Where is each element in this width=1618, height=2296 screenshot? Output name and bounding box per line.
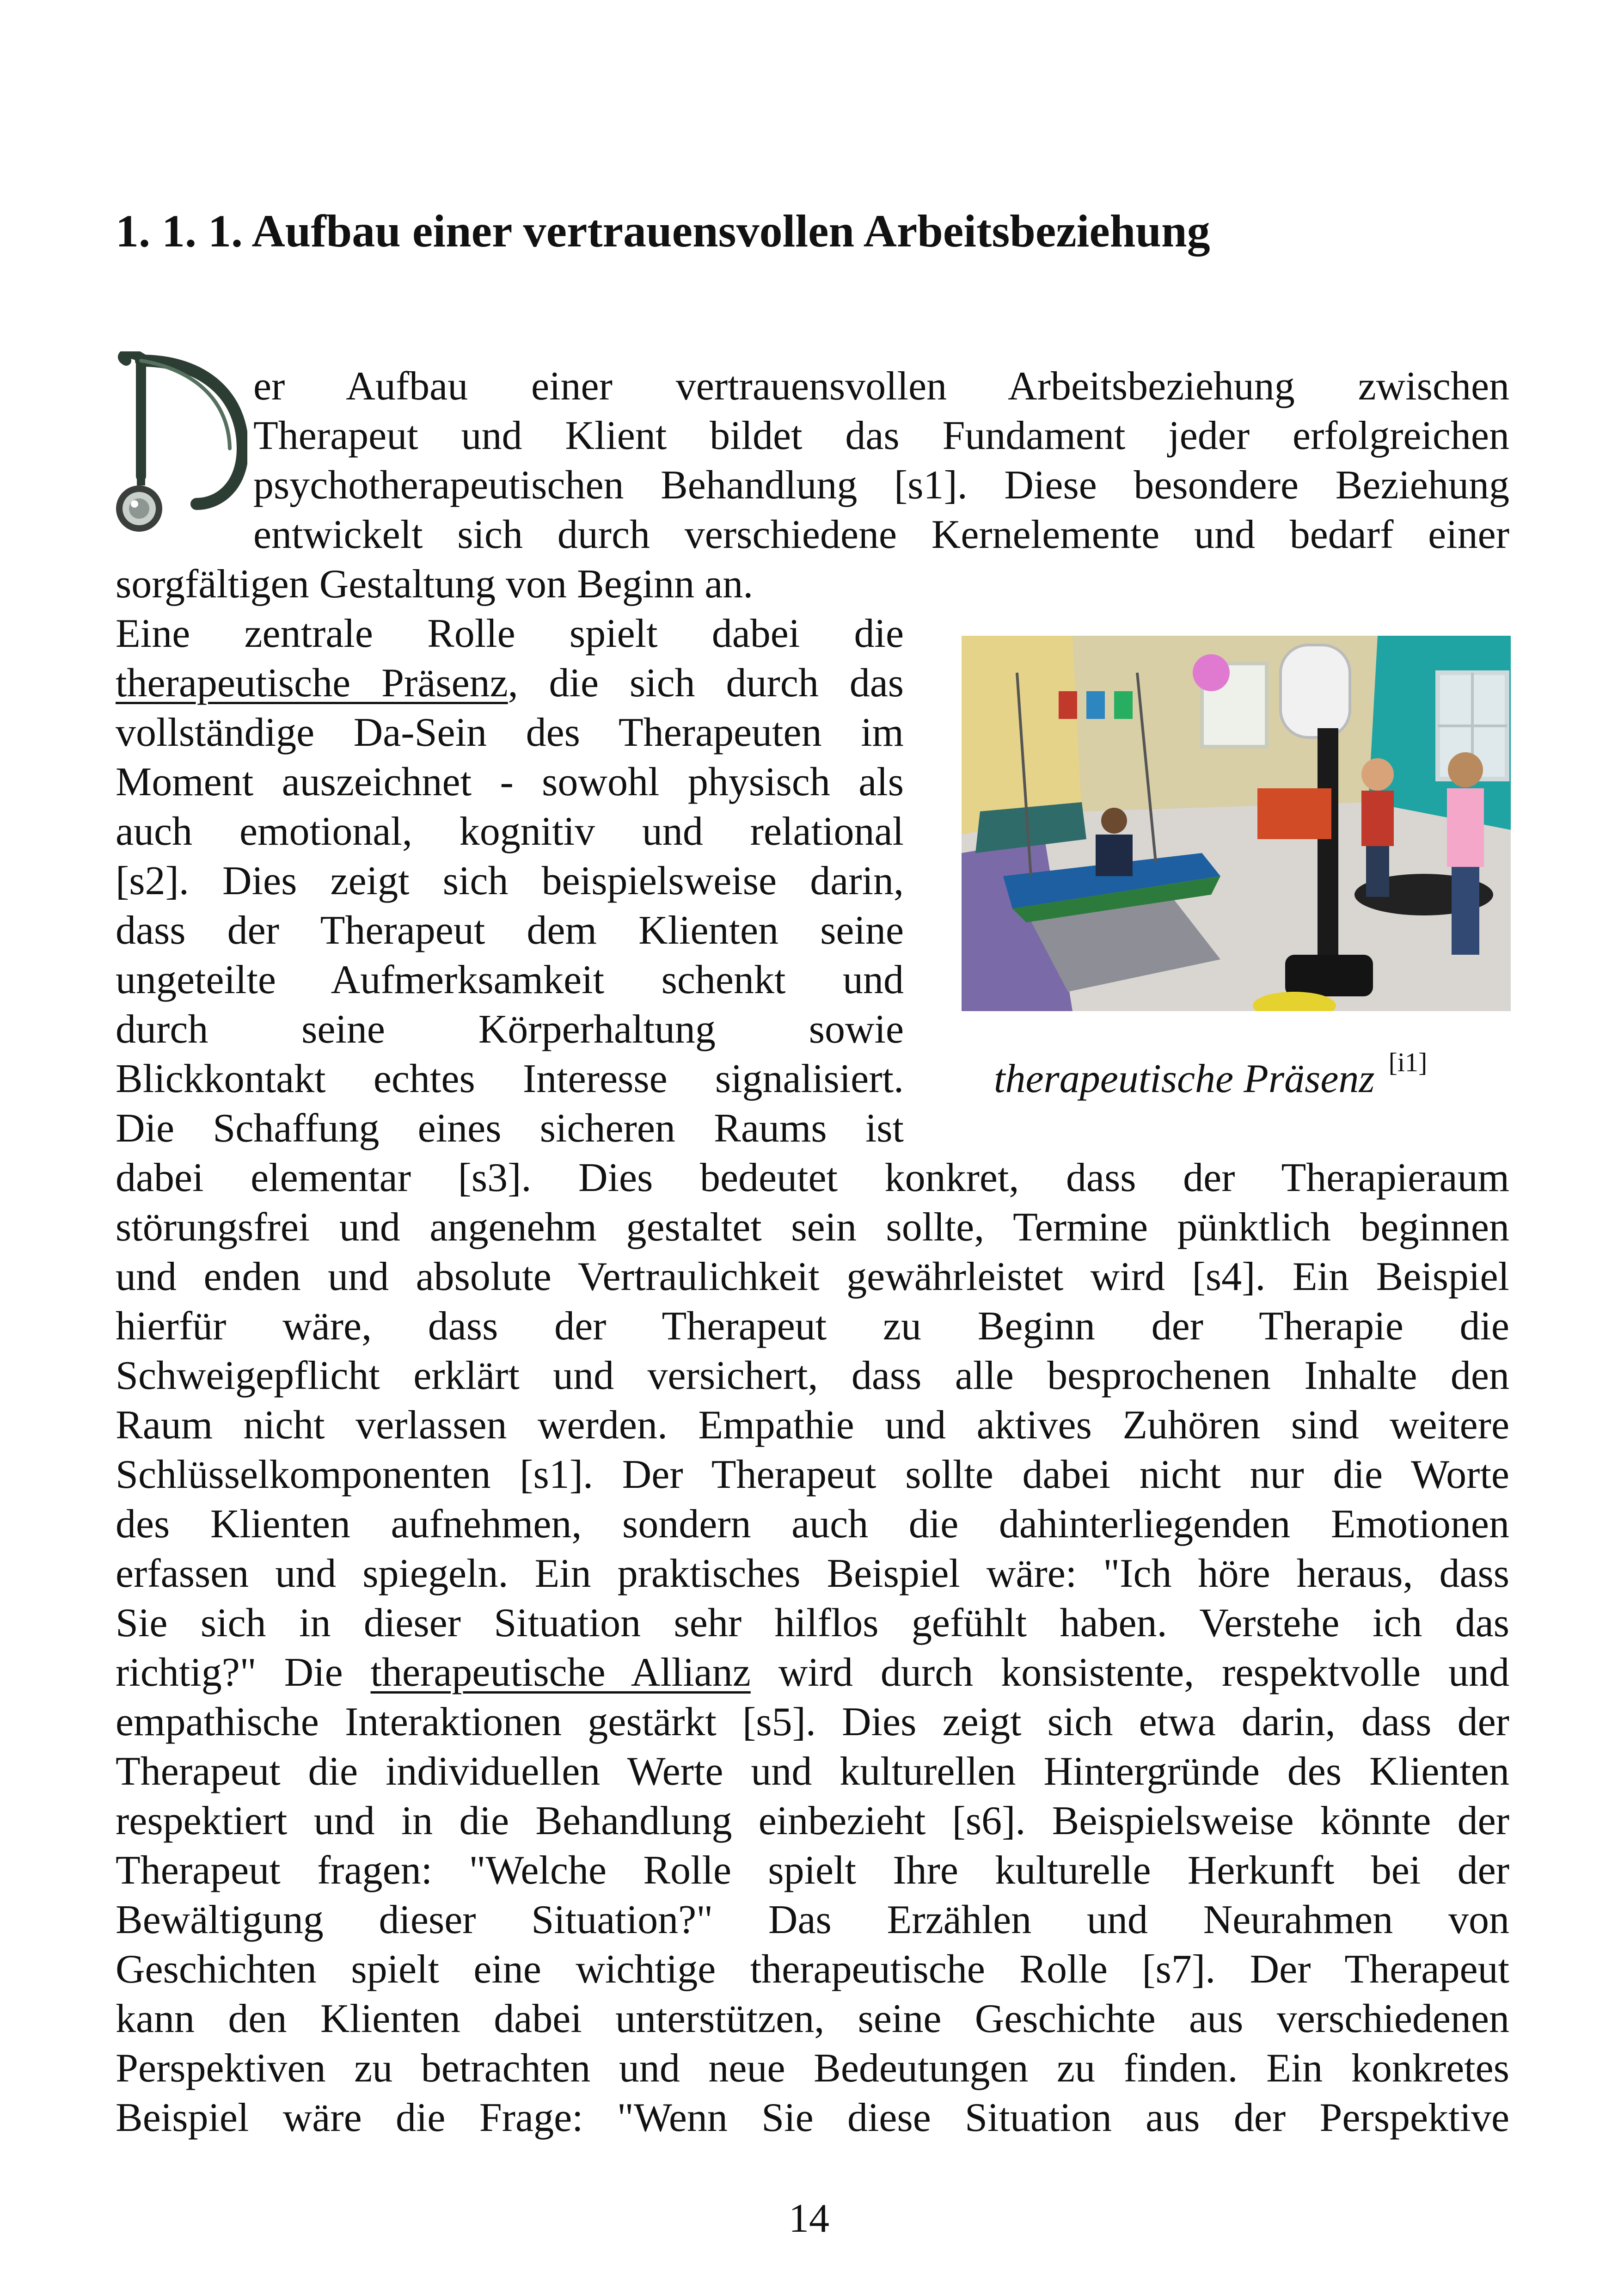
body-line: Perspektiven zu betrachten und neue Bedeutungen zu finden. Ein konkretes: [116, 2046, 1509, 2091]
column-line: Moment auszeichnet - sowohl physisch als: [116, 760, 904, 804]
body-line: [116, 1648, 1509, 1697]
body-line: respektiert und in die Behandlung einbezieht [s6]. Beispielsweise könnte der: [116, 1799, 1509, 1843]
body-line: Geschichten spielt eine wichtige therapeutische Rolle [s7]. Der Therapeut: [116, 1947, 1509, 1992]
body-line: Sie sich in dieser Situation sehr hilflos gefühlt haben. Verstehe ich das: [116, 1601, 1509, 1645]
column-line: Die Schaffung eines sicheren Raums ist: [116, 1106, 904, 1151]
column-line-text: , die sich durch das: [508, 661, 904, 706]
body-line: Beispiel wäre die Frage: "Wenn Sie diese Situation aus der Perspektive: [116, 2095, 1509, 2140]
figure-reference: [i1]: [1388, 1047, 1428, 1077]
stethoscope-drop-cap-icon: [109, 351, 247, 546]
column-line: durch seine Körperhaltung sowie: [116, 1007, 904, 1052]
intro-line: psychotherapeutischen Behandlung [s1]. Diese besondere Beziehung: [253, 463, 1509, 508]
body-line: Schlüsselkomponenten [s1]. Der Therapeut sollte dabei nicht nur die Worte: [116, 1452, 1509, 1497]
body-line: Bewältigung dieser Situation?" Das Erzählen und Neurahmen von: [116, 1897, 1509, 1942]
body-line: des Klienten aufnehmen, sondern auch die dahinterliegenden Emotionen: [116, 1502, 1509, 1547]
figure-caption-text: therapeutische Präsenz: [994, 1056, 1375, 1101]
page-number: 14: [789, 2196, 829, 2241]
body-line: störungsfrei und angenehm gestaltet sein sollte, Termine pünktlich beginnen: [116, 1205, 1509, 1250]
body-line: erfassen und spiegeln. Ein praktisches Beispiel wäre: "Ich höre heraus, dass: [116, 1551, 1509, 1596]
column-line: dass der Therapeut dem Klienten seine: [116, 908, 904, 953]
column-line: [116, 658, 904, 708]
section-heading: 1. 1. 1. Aufbau einer vertrauensvollen Arbeitsbeziehung: [116, 205, 1210, 257]
intro-line: er Aufbau einer vertrauensvollen Arbeitsbeziehung zwischen: [253, 364, 1509, 409]
body-line: dabei elementar [s3]. Dies bedeutet konkret, dass der Therapieraum: [116, 1155, 1509, 1200]
column-line: ungeteilte Aufmerksamkeit schenkt und: [116, 958, 904, 1002]
body-line: Raum nicht verlassen werden. Empathie und aktives Zuhören sind weitere: [116, 1403, 1509, 1448]
column-line: [s2]. Dies zeigt sich beispielsweise darin,: [116, 859, 904, 903]
intro-line: sorgfältigen Gestaltung von Beginn an.: [116, 562, 754, 607]
column-line: Eine zentrale Rolle spielt dabei die: [116, 611, 904, 656]
column-line: Blickkontakt echtes Interesse signalisiert.: [116, 1056, 904, 1101]
body-line: empathische Interaktionen gestärkt [s5]. Dies zeigt sich etwa darin, dass der: [116, 1700, 1509, 1744]
column-line: vollständige Da-Sein des Therapeuten im: [116, 710, 904, 755]
body-line: kann den Klienten dabei unterstützen, seine Geschichte aus verschiedenen: [116, 1996, 1509, 2041]
link-therapeutische-praesenz[interactable]: therapeutische Präsenz: [116, 661, 508, 706]
therapy-room-photo: [962, 636, 1511, 1011]
intro-line: entwickelt sich durch verschiedene Kernelemente und bedarf einer: [253, 512, 1509, 557]
body-line-text: richtig?" Die: [116, 1650, 371, 1695]
intro-line: Therapeut und Klient bildet das Fundament jeder erfolgreichen: [253, 413, 1509, 458]
column-line: auch emotional, kognitiv und relational: [116, 809, 904, 854]
body-line-text: wird durch konsistente, respektvolle und: [750, 1650, 1509, 1695]
body-line: und enden und absolute Vertraulichkeit gewährleistet wird [s4]. Ein Beispiel: [116, 1254, 1509, 1299]
body-line: hierfür wäre, dass der Therapeut zu Beginn der Therapie die: [116, 1304, 1509, 1349]
body-line: Schweigepflicht erklärt und versichert, dass alle besprochenen Inhalte den: [116, 1353, 1509, 1398]
link-therapeutische-allianz[interactable]: therapeutische Allianz: [370, 1650, 751, 1695]
body-line: Therapeut die individuellen Werte und kulturellen Hintergründe des Klienten: [116, 1749, 1509, 1794]
body-line: Therapeut fragen: "Welche Rolle spielt Ihre kulturelle Herkunft bei der: [116, 1848, 1509, 1893]
figure-caption: [994, 1047, 1428, 1108]
